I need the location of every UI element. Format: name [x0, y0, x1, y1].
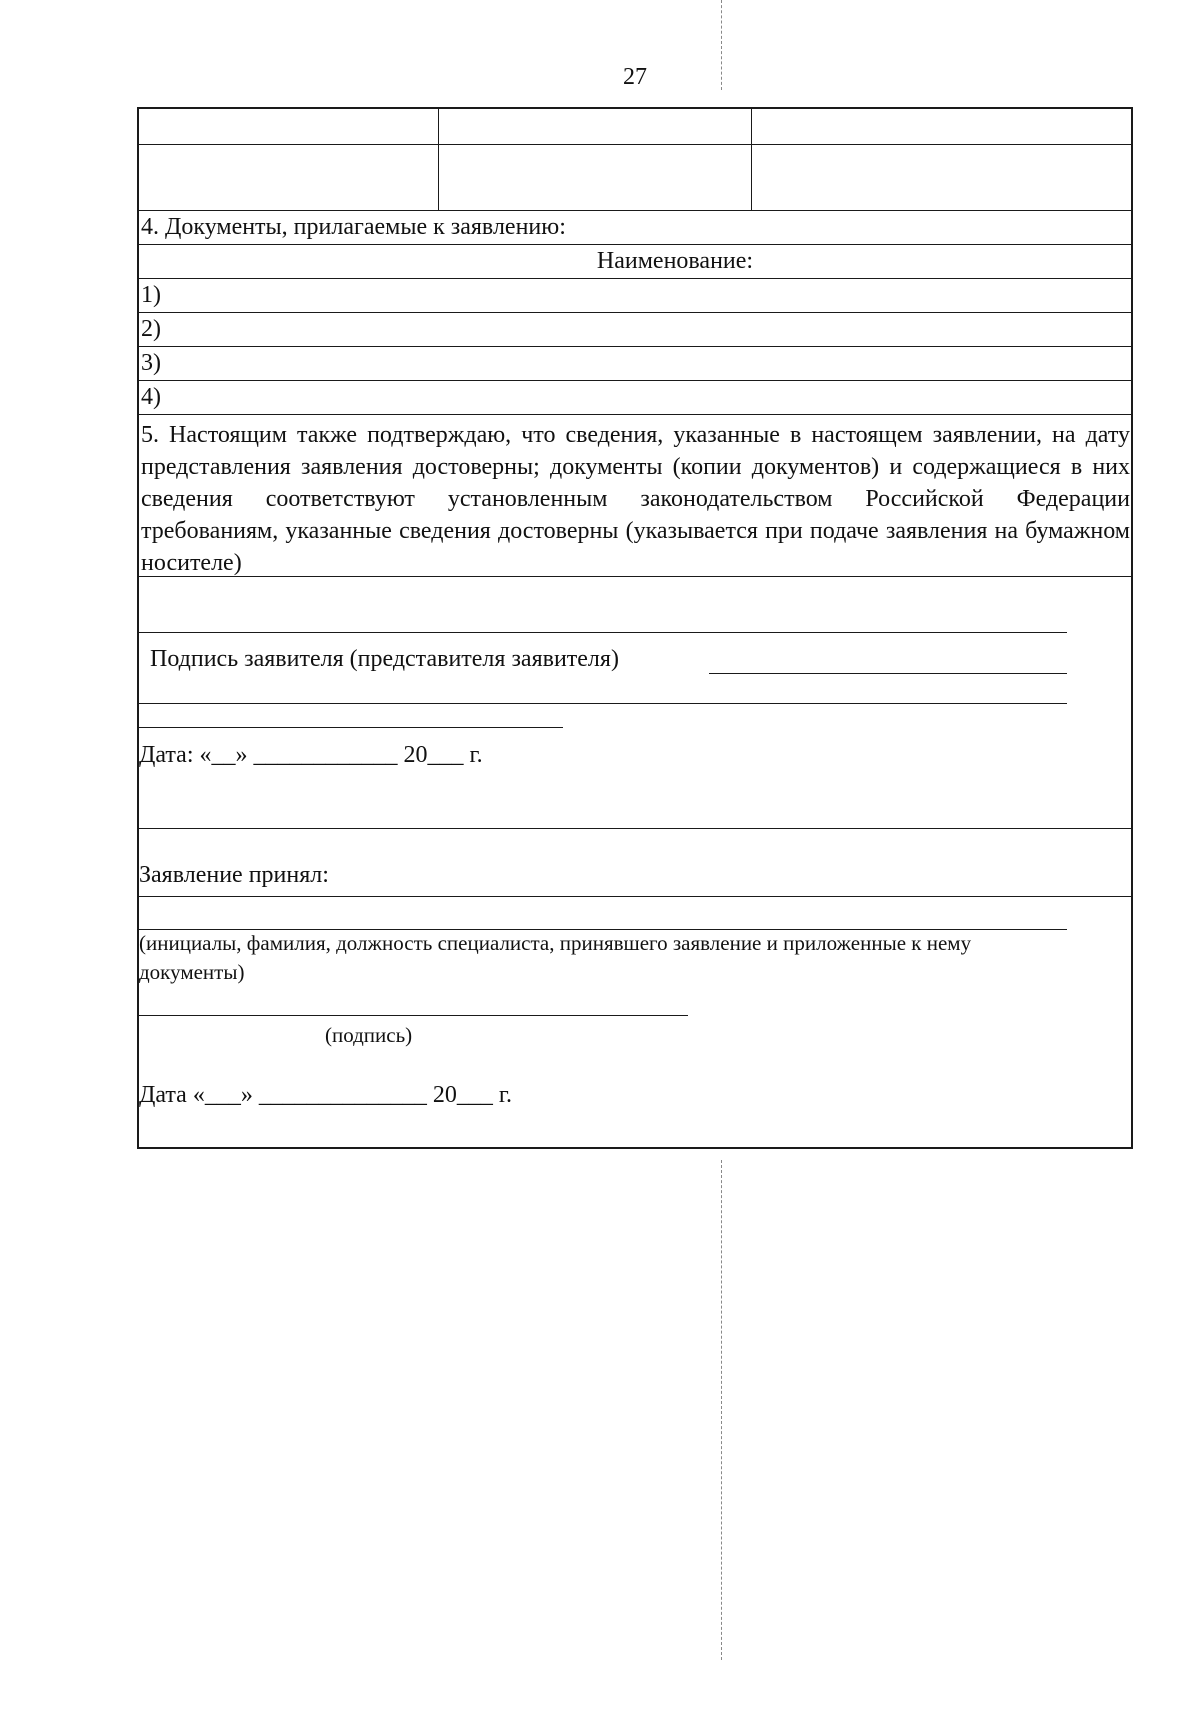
- table-cell[interactable]: [439, 145, 752, 210]
- scan-artifact-line: [721, 0, 722, 90]
- blank-line: [139, 727, 563, 728]
- confirmation-text: 5. Настоящим также подтверждаю, что сведения, указанные в настоящем заявлении, на дату представления заявления достоверны; документы (копии документов) и содержащиеся в них сведения соответствуют установленным законодательством Российской Федерации требованиям, указанные сведения достоверны (указывается при подаче заявления на бумажном носителе): [141, 422, 1130, 576]
- document-item-number: 2): [141, 316, 161, 342]
- specialist-block: [139, 897, 1131, 1147]
- document-item-number: 3): [141, 350, 161, 376]
- table-cell[interactable]: [752, 109, 1131, 144]
- applicant-date-field[interactable]: Дата: «__» ____________ 20___ г.: [139, 742, 483, 768]
- application-form: [137, 107, 1133, 1149]
- section4-title: [139, 211, 1131, 245]
- specialist-caption: (инициалы, фамилия, должность специалиста, принявшего заявление и приложенные к нему документы): [139, 931, 972, 984]
- column-header-text: Наименование:: [596, 248, 754, 274]
- document-item-2[interactable]: [139, 313, 1131, 347]
- document-item-1[interactable]: [139, 279, 1131, 313]
- blank-line: [139, 703, 1067, 704]
- scan-artifact-line: [721, 1160, 722, 1660]
- signature-field[interactable]: [709, 673, 1067, 674]
- document-item-number: 4): [141, 384, 161, 410]
- document-item-number: 1): [141, 282, 161, 308]
- blank-line: [139, 632, 1067, 633]
- table-row: [139, 109, 1131, 145]
- accepted-label: Заявление принял:: [139, 862, 329, 888]
- table-cell[interactable]: [139, 109, 439, 144]
- table-row: [139, 145, 1131, 211]
- confirmation-statement: [139, 415, 1131, 577]
- section4-title-text: 4. Документы, прилагаемые к заявлению:: [141, 214, 566, 240]
- signature-caption: (подпись): [325, 1023, 413, 1047]
- page-number: 27: [623, 64, 647, 90]
- table-cell[interactable]: [439, 109, 752, 144]
- signature-label: Подпись заявителя (представителя заявителя): [150, 646, 619, 672]
- table-cell[interactable]: [139, 145, 439, 210]
- table-cell[interactable]: [752, 145, 1131, 210]
- specialist-signature-field[interactable]: [139, 1015, 688, 1016]
- document-item-3[interactable]: [139, 347, 1131, 381]
- acceptance-date-field[interactable]: Дата «___» ______________ 20___ г.: [139, 1082, 512, 1108]
- applicant-signature-block: [139, 577, 1131, 829]
- documents-column-header: [139, 245, 1131, 279]
- document-item-4[interactable]: [139, 381, 1131, 415]
- acceptance-row: [139, 829, 1131, 897]
